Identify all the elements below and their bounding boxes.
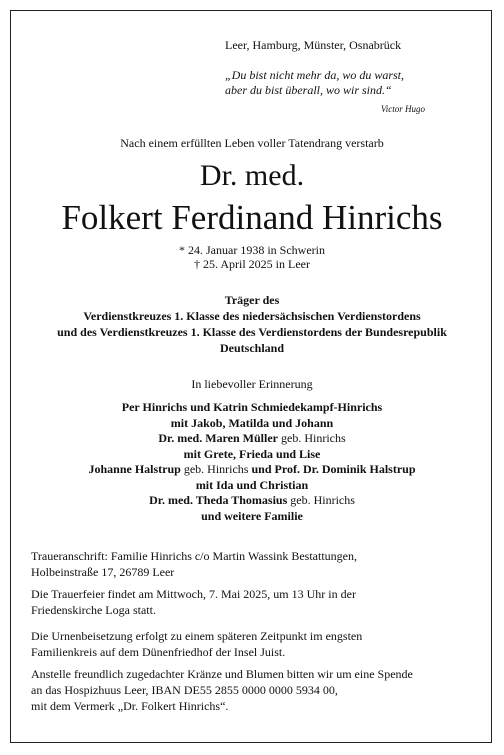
urn-line: Familienkreis auf dem Dünenfriedhof der Insel Juist. (31, 645, 286, 659)
memory-intro: In liebevoller Erinnerung (191, 377, 313, 391)
places-line: Leer, Hamburg, Münster, Osnabrück (225, 38, 402, 52)
honor-line: Träger des (224, 293, 280, 307)
family-line: und weitere Familie (201, 508, 303, 523)
family-name: Dr. med. Maren Müller (158, 431, 278, 445)
urn-line: Die Urnenbeisetzung erfolgt zu einem späteren Zeitpunkt im engsten (31, 629, 363, 643)
family-maiden: geb. Hinrichs (278, 431, 346, 445)
family-line: mit Jakob, Matilda und Johann (170, 415, 334, 430)
donation-line: an das Hospizhuus Leer, IBAN DE55 2855 0000 0000 5934 00, (31, 683, 338, 697)
quote-line-1: „Du bist nicht mehr da, wo du warst, (225, 68, 405, 82)
address-line: Traueranschrift: Familie Hinrichs c/o Martin Wassink Bestattungen, (31, 549, 357, 563)
family-line (12, 431, 492, 447)
donation-note (31, 666, 471, 714)
family-maiden: geb. Hinrichs (287, 493, 355, 507)
funeral-service (31, 586, 471, 618)
service-line: Die Trauerfeier findet am Mittwoch, 7. Mai 2025, um 13 Uhr in der (31, 587, 356, 601)
family-name: Dr. med. Theda Thomasius (149, 493, 288, 507)
urn-burial (31, 628, 471, 660)
family-name: und Prof. Dr. Dominik Halstrup (251, 462, 416, 476)
family-line: Per Hinrichs und Katrin Schmiedekampf-Hinrichs (121, 400, 383, 414)
death-date: † 25. April 2025 in Leer (194, 257, 310, 271)
family-line: mit Grete, Frieda und Lise (183, 446, 321, 461)
mourning-address (31, 548, 471, 580)
intro-text: Nach einem erfüllten Leben voller Tatendrang verstarb (120, 136, 384, 150)
deceased-name: Folkert Ferdinand Hinrichs (61, 198, 443, 237)
donation-line: mit dem Vermerk „Dr. Folkert Hinrichs“. (31, 699, 229, 713)
quote-line-2: aber du bist überall, wo wir sind.“ (225, 83, 392, 97)
honors (12, 292, 492, 356)
honor-line: Deutschland (219, 341, 284, 355)
honor-line: und des Verdienstkreuzes 1. Klasse des Verdienstordens der Bundesrepublik (57, 325, 447, 339)
quote-author: Victor Hugo (380, 104, 425, 114)
quote (225, 68, 404, 98)
title-prefix: Dr. med. (199, 159, 305, 192)
family-maiden: geb. Hinrichs (180, 462, 252, 476)
family-line (12, 462, 492, 478)
address-line: Holbeinstraße 17, 26789 Leer (31, 565, 175, 579)
honor-line: Verdienstkreuzes 1. Klasse des niedersächsischen Verdienstordens (83, 309, 421, 323)
family-line (12, 493, 492, 509)
donation-line: Anstelle freundlich zugedachter Kränze und Blumen bitten wir um eine Spende (31, 667, 413, 681)
family-list (12, 400, 492, 524)
service-line: Friedenskirche Loga statt. (31, 603, 156, 617)
family-line: mit Ida und Christian (195, 477, 309, 492)
family-name: Johanne Halstrup (88, 462, 181, 476)
birth-date: * 24. Januar 1938 in Schwerin (179, 243, 325, 257)
life-dates (12, 243, 492, 271)
